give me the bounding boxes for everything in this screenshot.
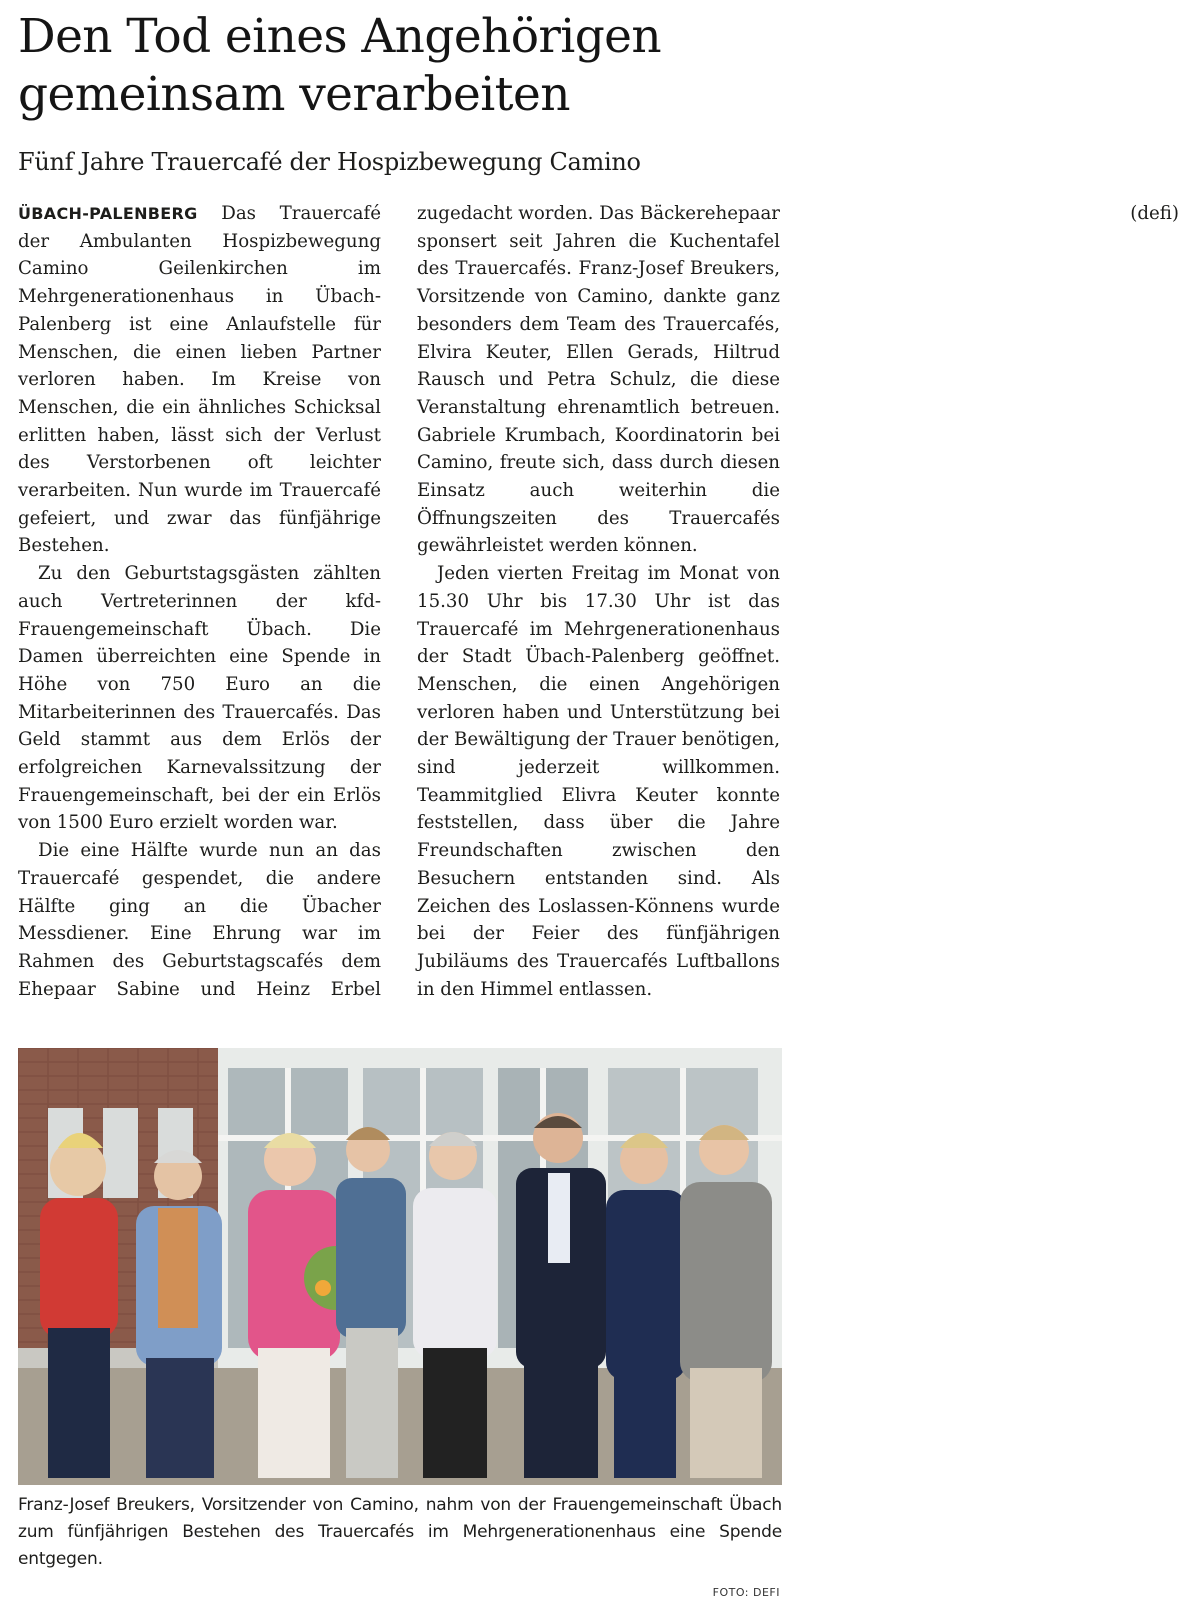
paragraph-text: Das Trauercafé der Ambulanten Hospizbewegung Camino Geilenkirchen im Mehrgenerationenhaus in Übach-Palenberg ist eine Anlaufstelle für Menschen, die einen lieben Partner verloren haben. Im Kreise von Menschen, die ein ähnliches Schicksal erlitten haben, lässt sich der Verlust des Verstorbenen oft leichter verarbeiten. Nun wurde im Trauercafé gefeiert, und zwar das fünfjährige Bestehen. <box>18 203 381 557</box>
article-paragraph: Zu den Geburtstagsgästen zählten auch Vertreterinnen der kfd-Frauengemeinschaft Übach. Die Damen überreichten eine Spende in Höhe von 750 Euro an die Mitarbeiterinnen des Trauercafés. Das Geld stammt aus dem Erlös der erfolgreichen Karnevalssitzung der Frauengemeinschaft, bei der ein Erlös von 1500 Euro erzielt worden war. <box>18 563 381 834</box>
author-initials: (defi) <box>1130 203 1179 224</box>
photo-caption: Franz-Josef Breukers, Vorsitzender von Camino, nahm von der Frauengemeinschaft Übach zum fünfjährigen Bestehen des Trauercafés im Mehrgenerationenhaus eine Spende entgegen. <box>18 1495 782 1569</box>
subheadline: Fünf Jahre Trauercafé der Hospizbewegung Camino <box>18 148 641 176</box>
headline: Den Tod eines Angehörigen gemeinsam verarbeiten <box>18 9 662 122</box>
paragraph-text: Jeden vierten Freitag im Monat von 15.30 Uhr bis 17.30 Uhr ist das Trauercafé im Mehrgenerationenhaus der Stadt Übach-Palenberg geöffnet. Menschen, die einen Angehörigen verloren haben und Unterstützung bei der Bewältigung der Trauer benötigen, sind jederzeit willkommen. Teammitglied Elivra Keuter konnte feststellen, dass über die Jahre Freundschaften zwischen den Besuchern entstanden sind. Als Zeichen des Loslassen-Könnens wurde bei der Feier des fünfjährigen Jubiläums des Trauercafés Luftballons in den Himmel entlassen. <box>417 563 780 1000</box>
article-paragraph <box>18 200 381 560</box>
article-paragraph: Die eine Hälfte wurde nun an das Trauercafé gespendet, die andere Hälfte ging an die Übacher Messdiener. Eine Ehrung war im Rahmen des Geburtstagscafés dem Ehepaar Sabine und Heinz Erbel zugedacht worden. Das Bäckerehepaar sponsert seit Jahren die Kuchentafel des Trauercafés. Franz-Josef Breukers, Vorsitzende von Camino, dankte ganz besonders dem Team des Trauercafés, Elvira Keuter, Ellen Gerads, Hiltrud Rausch und Petra Schulz, die diese Veranstaltung ehrenamtlich betreuen. Gabriele Krumbach, Koordinatorin bei Camino, freute sich, dass durch diesen Einsatz auch weiterhin die Öffnungszeiten des Trauercafés gewährleistet werden können. <box>18 203 780 1000</box>
dateline: ÜBACH-PALENBERG <box>18 204 198 223</box>
group-photo <box>18 1048 782 1485</box>
article-body <box>18 200 1179 1030</box>
photo-illustration <box>18 1048 782 1485</box>
photo-credit: FOTO: DEFI <box>712 1586 780 1599</box>
